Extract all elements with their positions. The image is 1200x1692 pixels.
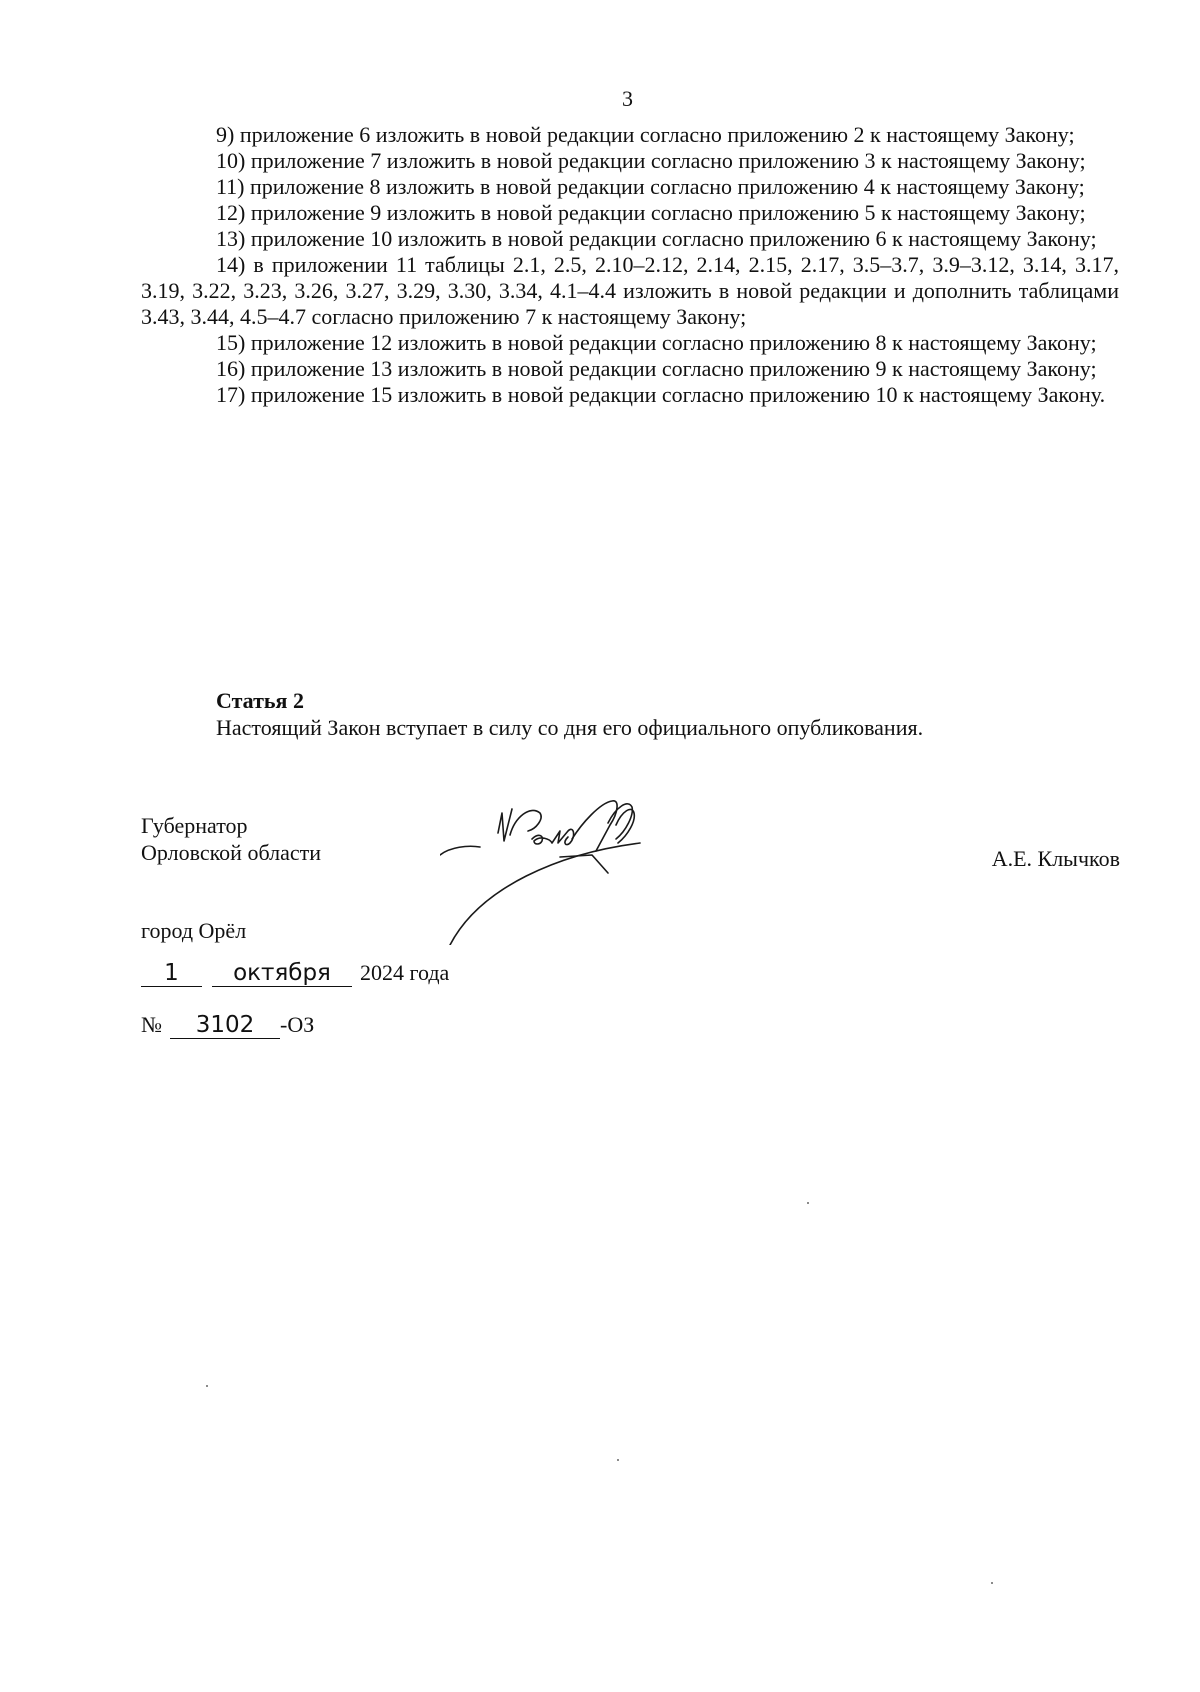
law-number [141, 1012, 314, 1039]
signatory-title-line-1: Губернатор [141, 813, 248, 838]
article-2 [216, 687, 923, 741]
number-sign: № [141, 1012, 162, 1037]
article-text: Настоящий Закон вступает в силу со дня его официального опубликования. [216, 715, 924, 740]
amendment-item-15: 15) приложение 12 изложить в новой редакции согласно приложению 8 к настоящему Закону; [216, 330, 1097, 355]
amendment-item-11: 11) приложение 8 изложить в новой редакции согласно приложению 4 к настоящему Закону; [216, 174, 1085, 199]
date-day: 1 [141, 960, 202, 987]
signing-date [141, 960, 449, 994]
page-number: 3 [622, 86, 633, 111]
date-year: 2024 года [360, 960, 450, 985]
law-number-suffix: -ОЗ [280, 1012, 315, 1037]
amendment-item-13: 13) приложение 10 изложить в новой редакции согласно приложению 6 к настоящему Закону; [216, 226, 1097, 251]
date-month: октября [212, 960, 352, 987]
scan-speck [807, 1202, 809, 1204]
amendment-item-10: 10) приложение 7 изложить в новой редакции согласно приложению 3 к настоящему Закону; [216, 148, 1086, 173]
amendment-item-9: 9) приложение 6 изложить в новой редакции согласно приложению 2 к настоящему Закону; [216, 122, 1075, 147]
signatory-name: А.Е. Клычков [991, 846, 1120, 871]
law-number-value: 3102 [170, 1012, 280, 1039]
amendment-item-12: 12) приложение 9 изложить в новой редакции согласно приложению 5 к настоящему Закону; [216, 200, 1086, 225]
amendments-list [141, 122, 1119, 408]
handwritten-signature [440, 795, 670, 945]
signing-place: город Орёл [141, 918, 247, 943]
amendment-item-14: 14) в приложении 11 таблицы 2.1, 2.5, 2.10–2.12, 2.14, 2.15, 2.17, 3.5–3.7, 3.9–3.12, 3.14, 3.17, 3.19, 3.22, 3.23, 3.26, 3.27, 3.29, 3.30, 3.34, 4.1–4.4 изложить в новой редакции и дополнить таблицами 3.43, 3.44, 4.5–4.7 согласно приложению 7 к настоящему Закону; [141, 252, 1119, 329]
scan-speck [617, 1459, 619, 1461]
amendment-item-16: 16) приложение 13 изложить в новой редакции согласно приложению 9 к настоящему Закону; [216, 356, 1097, 381]
article-heading: Статья 2 [216, 688, 304, 713]
signatory-title-line-2: Орловской области [141, 840, 321, 865]
amendment-item-17: 17) приложение 15 изложить в новой редакции согласно приложению 10 к настоящему Закону. [216, 382, 1106, 407]
signatory-title [141, 812, 321, 866]
scan-speck [206, 1385, 208, 1387]
scan-speck [991, 1582, 993, 1584]
